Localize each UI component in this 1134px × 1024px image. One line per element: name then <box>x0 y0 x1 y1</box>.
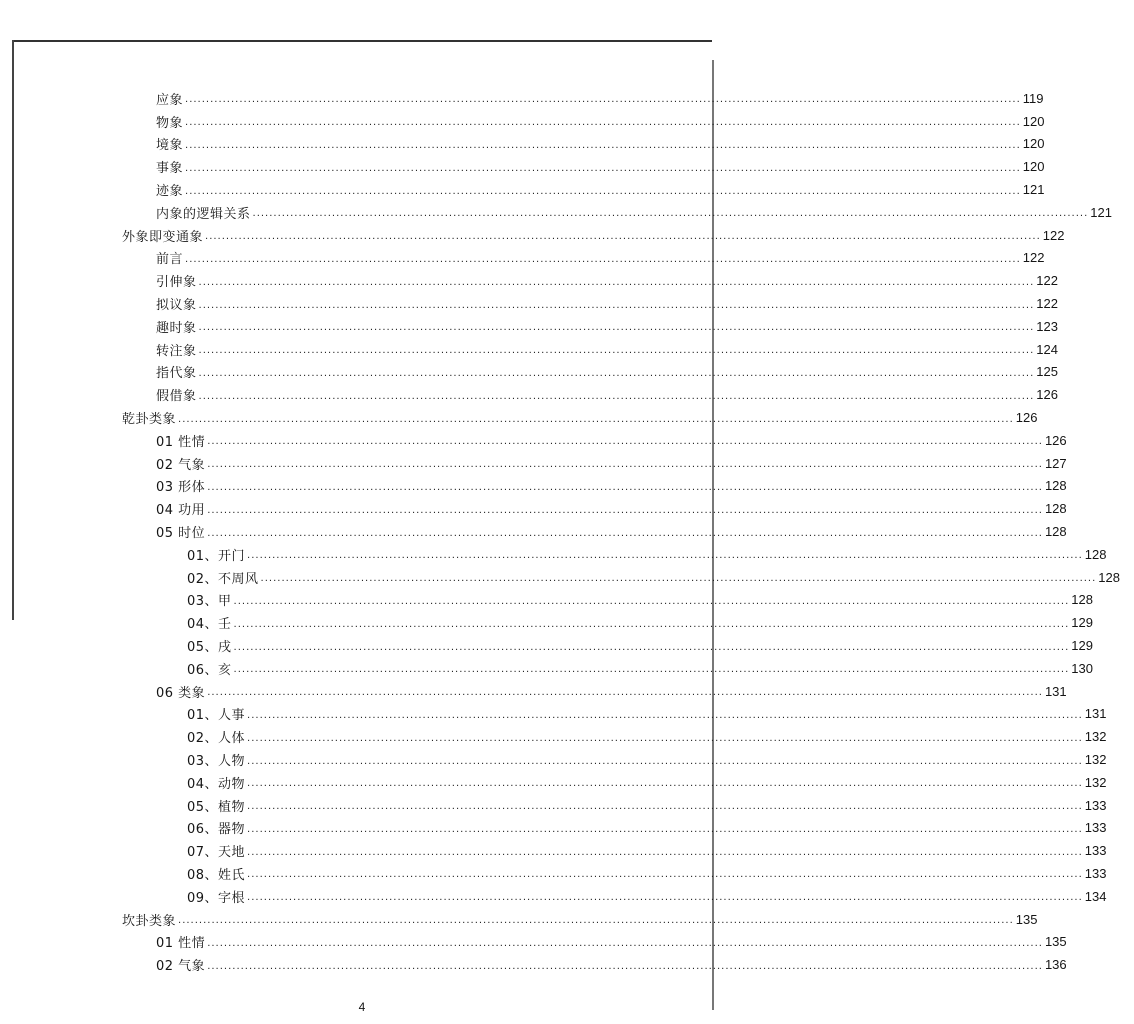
toc-leader-dots: ........................................................................................................................................................................................................ <box>178 413 1014 425</box>
toc-entry-title: 01、开门 <box>187 548 246 564</box>
toc-entry-page: 133 <box>1084 843 1107 859</box>
toc-entry-page: 126 <box>1044 432 1067 448</box>
toc-leader-dots: ........................................................................................................................................................................................................ <box>198 390 1035 402</box>
toc-entry[interactable] <box>0 497 1067 520</box>
toc-entry-page: 128 <box>1098 569 1120 585</box>
toc-entry[interactable] <box>0 292 1058 315</box>
toc-entry-page: 120 <box>1022 113 1045 129</box>
toc-leader-dots: ........................................................................................................................................................................................................ <box>260 573 1097 585</box>
toc-leader-dots: ........................................................................................................................................................................................................ <box>247 709 1083 721</box>
toc-entry-title: 物象 <box>156 115 184 131</box>
toc-entry[interactable] <box>0 794 1107 817</box>
toc-entry[interactable] <box>0 520 1067 543</box>
toc-entry-page: 122 <box>1022 250 1045 266</box>
toc-entry[interactable] <box>0 839 1107 862</box>
toc-entry-title: 03 形体 <box>156 480 206 496</box>
toc-leader-dots: ........................................................................................................................................................................................................ <box>198 367 1035 379</box>
toc-leader-dots: ........................................................................................................................................................................................................ <box>185 253 1021 265</box>
toc-entry-page: 123 <box>1036 318 1058 334</box>
toc-leader-dots: ........................................................................................................................................................................................................ <box>207 504 1043 516</box>
table-of-contents <box>0 87 1120 976</box>
toc-leader-dots: ........................................................................................................................................................................................................ <box>247 778 1083 790</box>
toc-entry-page: 126 <box>1015 410 1038 426</box>
toc-entry[interactable] <box>0 680 1067 703</box>
toc-entry-title: 04、动物 <box>187 776 246 792</box>
toc-entry[interactable] <box>0 133 1045 156</box>
toc-entry-title: 事象 <box>156 161 184 177</box>
toc-entry[interactable] <box>0 703 1107 726</box>
toc-entry[interactable] <box>0 657 1093 680</box>
toc-entry-title: 06 类象 <box>156 685 206 701</box>
toc-entry-title: 01、人事 <box>187 708 246 724</box>
toc-entry-page: 124 <box>1036 341 1058 357</box>
toc-leader-dots: ........................................................................................................................................................................................................ <box>247 869 1083 881</box>
toc-entry-title: 引伸象 <box>156 275 197 291</box>
toc-entry-page: 121 <box>1090 204 1112 220</box>
toc-leader-dots: ........................................................................................................................................................................................................ <box>247 823 1083 835</box>
toc-entry-title: 01 性情 <box>156 936 206 952</box>
toc-leader-dots: ........................................................................................................................................................................................................ <box>185 185 1021 197</box>
toc-entry-page: 134 <box>1084 888 1107 904</box>
toc-entry-page: 122 <box>1036 273 1058 289</box>
toc-entry-page: 121 <box>1022 182 1045 198</box>
toc-entry-page: 126 <box>1036 387 1058 403</box>
toc-entry[interactable] <box>0 315 1058 338</box>
toc-leader-dots: ........................................................................................................................................................................................................ <box>207 937 1043 949</box>
toc-entry-page: 122 <box>1042 227 1065 243</box>
toc-leader-dots: ........................................................................................................................................................................................................ <box>233 595 1070 607</box>
toc-leader-dots: ........................................................................................................................................................................................................ <box>185 94 1021 106</box>
toc-leader-dots: ........................................................................................................................................................................................................ <box>247 732 1083 744</box>
toc-entry[interactable] <box>0 87 1044 110</box>
toc-entry[interactable] <box>0 155 1045 178</box>
toc-entry[interactable] <box>0 771 1107 794</box>
toc-entry[interactable] <box>0 589 1093 612</box>
toc-leader-dots: ........................................................................................................................................................................................................ <box>198 345 1035 357</box>
toc-entry-title: 境象 <box>156 138 184 154</box>
toc-leader-dots: ........................................................................................................................................................................................................ <box>233 641 1070 653</box>
toc-entry[interactable] <box>0 383 1058 406</box>
toc-entry[interactable] <box>0 269 1058 292</box>
toc-entry-page: 135 <box>1015 911 1038 927</box>
toc-entry[interactable] <box>0 908 1038 931</box>
toc-entry-title: 02、人体 <box>187 731 246 747</box>
toc-entry-title: 03、人物 <box>187 754 246 769</box>
page-number: 4 <box>358 1000 366 1014</box>
toc-entry-page: 122 <box>1036 296 1058 312</box>
toc-entry-title: 02 气象 <box>156 959 206 975</box>
toc-entry-title: 03、甲 <box>187 594 232 610</box>
toc-leader-dots: ........................................................................................................................................................................................................ <box>207 960 1043 972</box>
toc-leader-dots: ........................................................................................................................................................................................................ <box>178 915 1014 927</box>
toc-leader-dots: ........................................................................................................................................................................................................ <box>185 162 1021 174</box>
toc-entry-title: 08、姓氏 <box>187 867 246 883</box>
toc-entry-page: 128 <box>1044 524 1067 540</box>
toc-leader-dots: ........................................................................................................................................................................................................ <box>247 550 1083 562</box>
toc-entry-title: 04、壬 <box>187 617 232 633</box>
toc-entry-title: 04 功用 <box>156 503 206 519</box>
toc-entry-page: 133 <box>1084 865 1107 881</box>
toc-entry-title: 坎卦类象 <box>122 913 177 929</box>
toc-leader-dots: ........................................................................................................................................................................................................ <box>233 664 1070 676</box>
toc-entry[interactable] <box>0 475 1067 498</box>
toc-leader-dots: ........................................................................................................................................................................................................ <box>247 801 1083 813</box>
toc-leader-dots: ........................................................................................................................................................................................................ <box>247 846 1083 858</box>
toc-entry-title: 应象 <box>156 92 184 108</box>
toc-entry[interactable] <box>0 178 1045 201</box>
toc-entry-page: 132 <box>1084 729 1107 745</box>
toc-entry-title: 迹象 <box>156 184 184 200</box>
toc-entry-page: 128 <box>1071 592 1093 608</box>
toc-entry[interactable] <box>0 725 1107 748</box>
toc-leader-dots: ........................................................................................................................................................................................................ <box>247 892 1083 904</box>
toc-entry-title: 内象的逻辑关系 <box>156 206 251 222</box>
toc-entry-page: 129 <box>1071 615 1093 631</box>
toc-leader-dots: ........................................................................................................................................................................................................ <box>198 299 1035 311</box>
toc-entry-title: 前言 <box>156 252 184 268</box>
toc-leader-dots: ........................................................................................................................................................................................................ <box>233 618 1070 630</box>
toc-entry-page: 120 <box>1022 159 1045 175</box>
toc-entry[interactable] <box>0 224 1065 247</box>
toc-entry[interactable] <box>0 748 1107 771</box>
toc-entry[interactable] <box>0 817 1107 840</box>
toc-entry-page: 120 <box>1022 136 1045 152</box>
toc-leader-dots: ........................................................................................................................................................................................................ <box>205 231 1041 243</box>
toc-entry[interactable] <box>0 406 1038 429</box>
toc-entry-page: 130 <box>1071 660 1093 676</box>
toc-entry-title: 06、器物 <box>187 822 246 838</box>
toc-leader-dots: ........................................................................................................................................................................................................ <box>252 208 1089 220</box>
toc-entry[interactable] <box>0 110 1045 133</box>
toc-entry-title: 乾卦类象 <box>122 412 177 428</box>
toc-leader-dots: ........................................................................................................................................................................................................ <box>207 436 1043 448</box>
toc-entry-title: 05 时位 <box>156 526 206 542</box>
toc-entry-page: 125 <box>1036 364 1058 380</box>
toc-entry-title: 07、天地 <box>187 845 246 861</box>
toc-leader-dots: ........................................................................................................................................................................................................ <box>198 276 1035 288</box>
toc-entry-page: 135 <box>1044 934 1067 950</box>
toc-leader-dots: ........................................................................................................................................................................................................ <box>207 527 1043 539</box>
toc-entry-title: 指代象 <box>156 366 197 382</box>
toc-entry-page: 136 <box>1044 957 1067 973</box>
toc-entry[interactable] <box>0 361 1058 384</box>
toc-entry-page: 131 <box>1044 683 1067 699</box>
toc-entry-page: 129 <box>1071 638 1093 654</box>
toc-entry[interactable] <box>0 634 1093 657</box>
toc-entry[interactable] <box>0 247 1045 270</box>
toc-entry-title: 09、字根 <box>187 890 246 906</box>
toc-entry-page: 127 <box>1044 455 1067 471</box>
toc-leader-dots: ........................................................................................................................................................................................................ <box>185 117 1021 129</box>
toc-entry-page: 119 <box>1022 90 1044 106</box>
toc-entry-title: 05、戌 <box>187 640 232 656</box>
toc-entry-title: 外象即变通象 <box>122 229 204 245</box>
toc-entry[interactable] <box>0 885 1107 908</box>
toc-entry-page: 132 <box>1084 752 1107 767</box>
toc-entry[interactable] <box>0 201 1112 224</box>
toc-entry[interactable] <box>0 953 1067 976</box>
toc-entry-page: 128 <box>1044 501 1067 517</box>
toc-leader-dots: ........................................................................................................................................................................................................ <box>207 687 1043 699</box>
toc-entry-page: 133 <box>1084 797 1107 813</box>
toc-entry-title: 06、亥 <box>187 662 232 678</box>
toc-leader-dots: ........................................................................................................................................................................................................ <box>247 755 1083 767</box>
toc-entry-title: 05、植物 <box>187 799 246 815</box>
toc-entry[interactable] <box>0 930 1067 953</box>
toc-entry-title: 转注象 <box>156 343 197 359</box>
toc-entry[interactable] <box>0 543 1107 566</box>
toc-entry-title: 拟议象 <box>156 298 197 314</box>
toc-leader-dots: ........................................................................................................................................................................................................ <box>198 322 1035 334</box>
toc-leader-dots: ........................................................................................................................................................................................................ <box>185 139 1021 151</box>
toc-entry[interactable] <box>0 452 1067 475</box>
toc-entry[interactable] <box>0 611 1093 634</box>
toc-entry-page: 128 <box>1044 478 1067 494</box>
toc-entry-page: 128 <box>1084 546 1107 562</box>
toc-leader-dots: ........................................................................................................................................................................................................ <box>207 459 1043 471</box>
toc-entry[interactable] <box>0 862 1107 885</box>
toc-entry-title: 01 性情 <box>156 434 206 450</box>
toc-entry-page: 133 <box>1084 820 1107 836</box>
scan-border-top <box>12 40 712 42</box>
toc-entry-title: 趣时象 <box>156 320 197 336</box>
toc-entry[interactable] <box>0 566 1120 589</box>
toc-leader-dots: ........................................................................................................................................................................................................ <box>207 481 1043 493</box>
toc-entry-page: 132 <box>1084 774 1107 790</box>
toc-entry[interactable] <box>0 338 1058 361</box>
toc-entry[interactable] <box>0 429 1067 452</box>
toc-entry-title: 假借象 <box>156 389 197 405</box>
toc-entry-page: 131 <box>1084 706 1107 722</box>
toc-entry-title: 02 气象 <box>156 457 206 473</box>
toc-entry-title: 02、不周风 <box>187 571 259 587</box>
